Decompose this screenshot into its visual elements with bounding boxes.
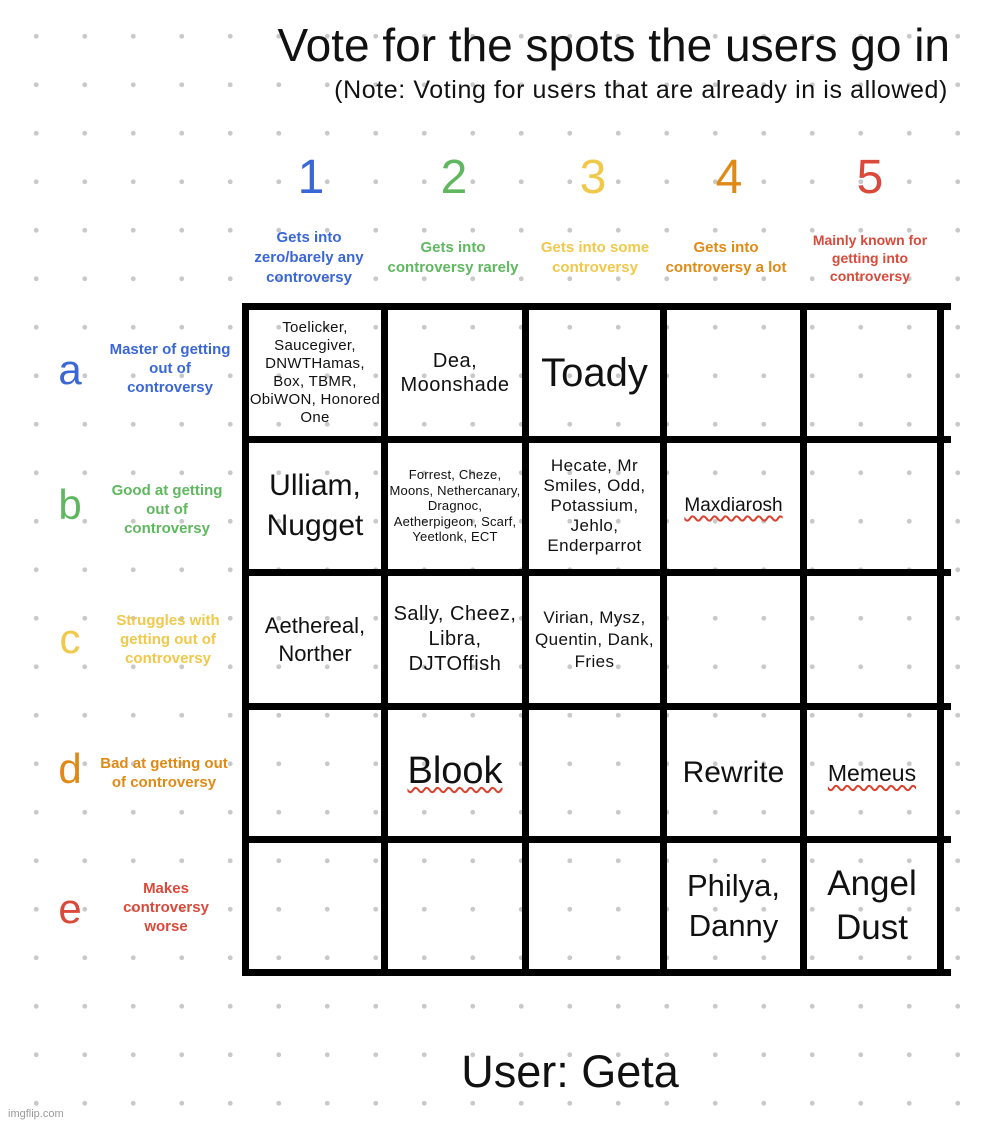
column-desc-4: Gets into controversy a lot: [665, 239, 787, 276]
row-desc-b: Good at getting out of controversy: [111, 481, 223, 537]
cell-c5: [807, 576, 937, 703]
cell-e1: [249, 843, 381, 969]
cell-a1: [249, 310, 381, 436]
cell-a3-text: Toady: [541, 350, 648, 395]
row-letter-c: c: [59, 615, 81, 662]
cell-d4-text: Rewrite: [682, 756, 785, 789]
row-desc-c: Struggles with getting out of controversy: [116, 611, 220, 667]
cell-e4: [667, 843, 800, 969]
column-number-1: 1: [297, 151, 325, 204]
cell-d4: [667, 710, 800, 836]
cell-b1: [249, 443, 381, 569]
cell-d5-text: Memeus: [827, 759, 917, 786]
cell-b3: [529, 443, 660, 569]
user-signature: User: Geta: [461, 1046, 679, 1097]
cell-a2: [388, 310, 522, 436]
row-letter-a: a: [58, 346, 82, 393]
cell-a2-text: Dea, Moonshade: [400, 350, 510, 396]
grid-line: [381, 303, 388, 976]
grid-line: [522, 303, 529, 976]
column-number-3: 3: [579, 151, 607, 204]
cell-c1-text: Aethereal, Norther: [264, 612, 366, 666]
cell-e3: [529, 843, 660, 969]
cell-e2: [388, 843, 522, 969]
page-title: Vote for the spots the users go in: [277, 19, 950, 71]
cell-d1: [249, 710, 381, 836]
grid-line: [242, 303, 249, 976]
row-desc-d: Bad at getting out of controversy: [100, 755, 228, 791]
cell-d2-text: Blook: [407, 749, 503, 792]
column-number-4: 4: [715, 151, 743, 204]
grid-line: [660, 303, 667, 976]
cell-b1-text: Ulliam, Nugget: [266, 469, 364, 542]
cell-e4-text: Philya, Danny: [686, 868, 781, 943]
cell-c4: [667, 576, 800, 703]
page-subtitle: (Note: Voting for users that are already in is allowed): [334, 76, 948, 104]
row-desc-e: Makes controversy worse: [123, 879, 209, 935]
grid-line: [242, 969, 951, 976]
cell-b4-text: Maxdiarosh: [684, 495, 783, 516]
row-desc-a: Master of getting out of controversy: [109, 340, 231, 396]
cell-a1-text: Toelicker, Saucegiver, DNWTHamas, Box, TBMR, ObiWON, Honored One: [249, 319, 381, 426]
cell-b4: [667, 443, 800, 569]
cell-b2: [388, 443, 522, 569]
cell-e5-text: Angel Dust: [827, 864, 917, 947]
column-desc-3: Gets into some controversy: [540, 239, 650, 276]
grid-line: [242, 703, 951, 710]
cell-a3: [529, 310, 660, 436]
grid-line: [242, 836, 951, 843]
grid-line: [937, 303, 944, 976]
cell-d3: [529, 710, 660, 836]
grid-line: [800, 303, 807, 976]
watermark: imgflip.com: [8, 1108, 64, 1120]
cell-c2-text: Sally, Cheez, Libra, DJTOffish: [393, 603, 517, 675]
column-desc-1: Gets into zero/barely any controversy: [254, 229, 364, 286]
column-number-2: 2: [440, 151, 468, 204]
cell-b3-text: Hecate, Mr Smiles, Odd, Potassium, Jehlo, Enderparrot: [543, 456, 646, 555]
cell-d2: [388, 710, 522, 836]
cell-b2-text: Forrest, Cheze, Moons, Nethercanary, Dragnoc, Aetherpigeon, Scarf, Yeetlonk, ECT: [389, 467, 521, 545]
cell-d5: [807, 710, 937, 836]
column-desc-2: Gets into controversy rarely: [387, 239, 519, 276]
cell-b5: [807, 443, 937, 569]
grid-line: [242, 303, 951, 310]
cell-c2: [388, 576, 522, 703]
grid-line: [242, 436, 951, 443]
cell-a4: [667, 310, 800, 436]
column-number-5: 5: [856, 151, 884, 204]
row-letter-d: d: [58, 745, 82, 792]
cell-c3-text: Virian, Mysz, Quentin, Dank, Fries: [535, 607, 654, 671]
cell-c1: [249, 576, 381, 703]
cell-e5: [807, 843, 937, 969]
row-letter-b: b: [58, 481, 82, 528]
grid-line: [242, 569, 951, 576]
row-letter-e: e: [58, 885, 82, 932]
tier-grid: [242, 303, 951, 976]
column-desc-5: Mainly known for getting into controversy: [812, 232, 928, 284]
cell-c3: [529, 576, 660, 703]
cell-a5: [807, 310, 937, 436]
